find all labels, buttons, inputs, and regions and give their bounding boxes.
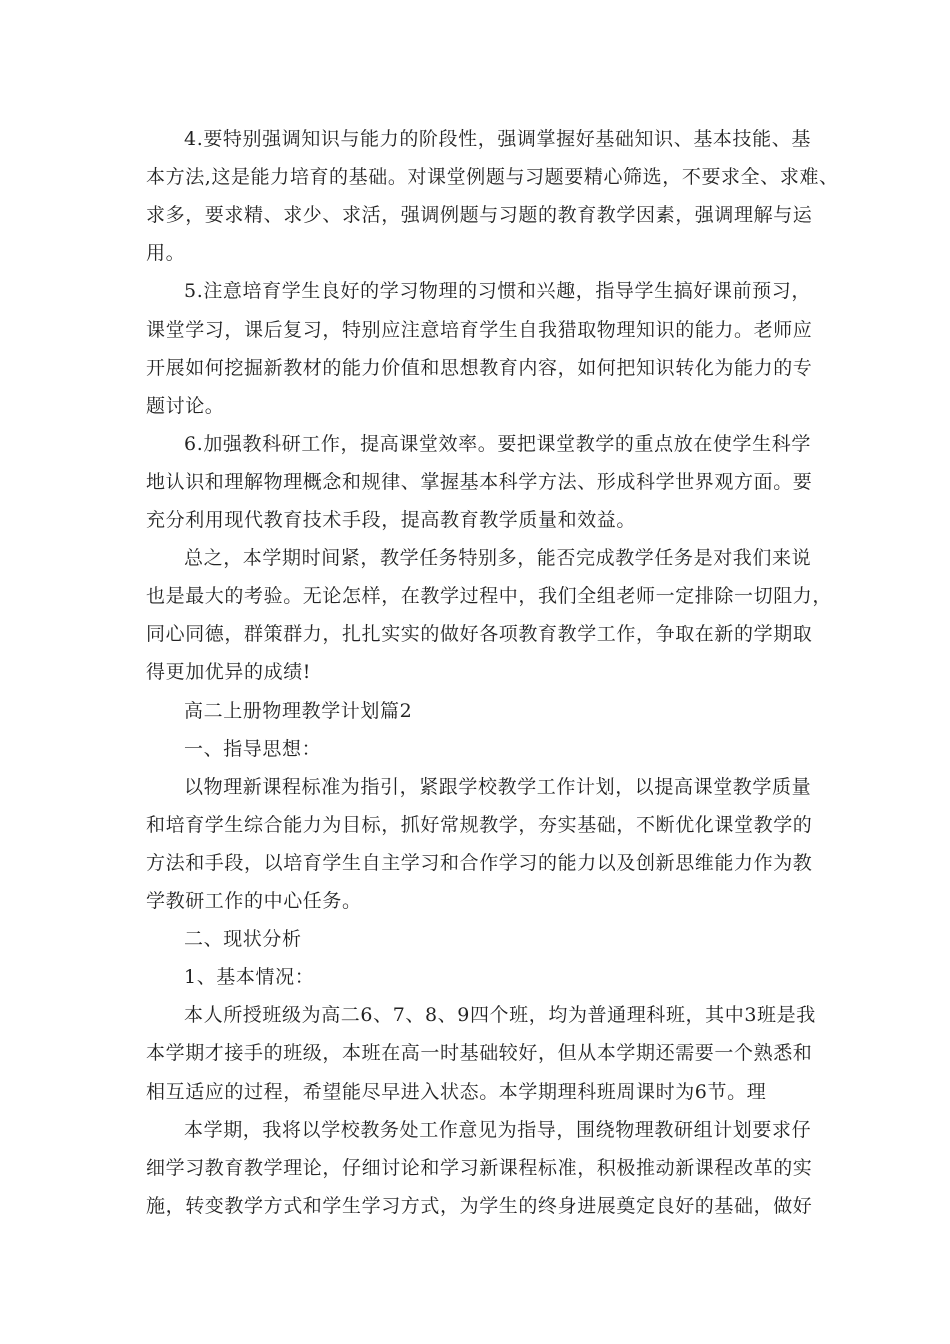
paragraph-first-line: 5.注意培育学生良好的学习物理的习惯和兴趣，指导学生搞好课前预习， xyxy=(184,280,811,302)
paragraph-line: 充分利用现代教育技术手段，提高教育教学质量和效益。 xyxy=(146,509,637,531)
paragraph-line: 方法和手段，以培育学生自主学习和合作学习的能力以及创新思维能力作为教 xyxy=(146,852,813,874)
paragraph-line: 地认识和理解物理概念和规律、掌握基本科学方法、形成科学世界观方面。要 xyxy=(146,471,813,493)
paragraph-line: 用。 xyxy=(146,242,186,264)
paragraph-first-line: 高二上册物理教学计划篇2 xyxy=(184,700,413,722)
paragraph-first-line: 本学期，我将以学校教务处工作意见为指导，围绕物理教研组计划要求仔 xyxy=(184,1119,812,1141)
paragraph-first-line: 二、现状分析 xyxy=(184,928,302,950)
paragraph-line: 也是最大的考验。无论怎样，在教学过程中，我们全组老师一定排除一切阻力， xyxy=(146,585,833,607)
paragraph-line: 课堂学习，课后复习，特别应注意培育学生自我猎取物理知识的能力。老师应 xyxy=(146,319,813,341)
paragraph-first-line: 4.要特别强调知识与能力的阶段性，强调掌握好基础知识、基本技能、基 xyxy=(184,128,811,150)
paragraph-line: 本方法,这是能力培育的基础。对课堂例题与习题要精心筛选，不要求全、求难、 xyxy=(146,166,839,188)
paragraph-first-line: 本人所授班级为高二6、7、8、9四个班，均为普通理科班，其中3班是我 xyxy=(184,1004,816,1026)
paragraph-line: 得更加优异的成绩! xyxy=(146,661,312,683)
paragraph-line: 开展如何挖掘新教材的能力价值和思想教育内容，如何把知识转化为能力的专 xyxy=(146,357,813,379)
paragraph-first-line: 以物理新课程标准为指引，紧跟学校教学工作计划，以提高课堂教学质量 xyxy=(184,776,812,798)
paragraph-line: 学教研工作的中心任务。 xyxy=(146,890,362,912)
paragraph-line: 题讨论。 xyxy=(146,395,225,417)
paragraph-first-line: 一、指导思想： xyxy=(184,738,322,760)
paragraph-first-line: 总之，本学期时间紧，教学任务特别多，能否完成教学任务是对我们来说 xyxy=(184,547,812,569)
paragraph-line: 细学习教育教学理论，仔细讨论和学习新课程标准，积极推动新课程改革的实 xyxy=(146,1157,813,1179)
paragraph-line: 同心同德，群策群力，扎扎实实的做好各项教育教学工作，争取在新的学期取 xyxy=(146,623,813,645)
paragraph-line: 和培育学生综合能力为目标，抓好常规教学，夯实基础，不断优化课堂教学的 xyxy=(146,814,813,836)
paragraph-line: 施，转变教学方式和学生学习方式，为学生的终身进展奠定良好的基础，做好 xyxy=(146,1195,813,1217)
paragraph-line: 求多，要求精、求少、求活，强调例题与习题的教育教学因素，强调理解与运 xyxy=(146,204,813,226)
paragraph-first-line: 1、基本情况： xyxy=(184,966,315,988)
paragraph-first-line: 6.加强教科研工作，提高课堂效率。要把课堂教学的重点放在使学生科学 xyxy=(184,433,811,455)
paragraph-line: 相互适应的过程，希望能尽早进入状态。本学期理科班周课时为6节。理 xyxy=(146,1081,767,1103)
paragraph-line: 本学期才接手的班级，本班在高一时基础较好，但从本学期还需要一个熟悉和 xyxy=(146,1042,813,1064)
